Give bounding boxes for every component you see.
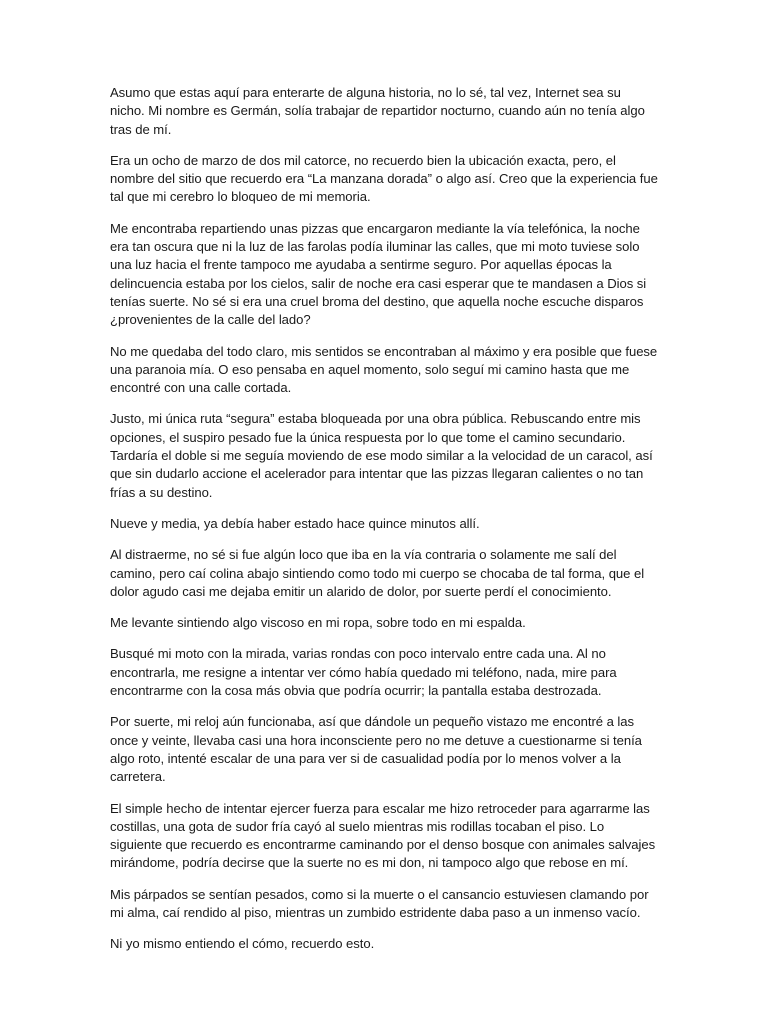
paragraph: Ni yo mismo entiendo el cómo, recuerdo esto. (110, 936, 375, 952)
paragraph: Asumo que estas aquí para enterarte de alguna historia, no lo sé, tal vez, Internet sea su nicho. Mi nombre es Germán, solía trabajar de repartidor nocturno, cuando aún no tenía algo tras de mí. (110, 85, 645, 137)
paragraph: Busqué mi moto con la mirada, varias rondas con poco intervalo entre cada una. Al no encontrarla, me resigne a intentar ver cómo había quedado mi teléfono, nada, mire para encontrarme con la cosa más obvia que podría ocurrir; la pantalla estaba destrozada. (110, 646, 617, 699)
paragraph: El simple hecho de intentar ejercer fuerza para escalar me hizo retroceder para agarrarme las costillas, una gota de sudor fría cayó al suelo mientras mis rodillas tocaban el piso. Lo siguiente que recuerdo es encontrarme caminando por el denso bosque con animales salvajes mirándome, podría decirse que la suerte no es mi don, ni tampoco algo que rebose en mí. (110, 800, 656, 871)
paragraph: Me encontraba repartiendo unas pizzas que encargaron mediante la vía telefónica, la noche era tan oscura que ni la luz de las farolas podía iluminar las calles, que mi moto tuviese solo una luz hacia el frente tampoco me ayudaba a sentirme seguro. Por aquellas épocas la delincuencia estaba por los cielos, salir de noche era casi esperar que te mandasen a Dios si tenías suerte. No sé si era una cruel broma del destino, que aquella noche escuche disparos ¿provenientes de la calle del lado? (110, 220, 647, 328)
paragraph: Nueve y media, ya debía haber estado hace quince minutos allí. (110, 515, 480, 531)
paragraph: Mis párpados se sentían pesados, como si la muerte o el cansancio estuviesen clamando por mi alma, caí rendido al piso, mientras un zumbido estridente daba paso a un inmenso vacío. (110, 886, 649, 920)
paragraph: Justo, mi única ruta “segura” estaba bloqueada por una obra pública. Rebuscando entre mis opciones, el suspiro pesado fue la única respuesta por lo que tome el camino secundario. Tardaría el doble si me seguía moviendo de ese modo similar a la velocidad de un caracol, así que sin dudarlo accione el acelerador para intentar que las pizzas llegaran calientes o no tan frías a su destino. (110, 411, 653, 500)
paragraph: Era un ocho de marzo de dos mil catorce, no recuerdo bien la ubicación exacta, pero, el nombre del sitio que recuerdo era “La manzana dorada” o algo así. Creo que la experiencia fue tal que mi cerebro lo bloqueo de mi memoria. (110, 152, 658, 205)
paragraph: Por suerte, mi reloj aún funcionaba, así que dándole un pequeño vistazo me encontré a las once y veinte, llevaba casi una hora inconsciente pero no me detuve a cuestionarme si tenía algo roto, intenté escalar de una para ver si de casualidad podía por lo menos volver a la carretera. (110, 714, 642, 785)
paragraph: Al distraerme, no sé si fue algún loco que iba en la vía contraria o solamente me salí del camino, pero caí colina abajo sintiendo como todo mi cuerpo se chocaba de tal forma, que el dolor agudo casi me dejaba emitir un alarido de dolor, por suerte perdí el conocimiento. (110, 547, 645, 599)
paragraph: No me quedaba del todo claro, mis sentidos se encontraban al máximo y era posible que fuese una paranoia mía. O eso pensaba en aquel momento, solo seguí mi camino hasta que me encontré con una calle cortada. (110, 343, 658, 396)
document-body (110, 84, 658, 967)
paragraph: Me levante sintiendo algo viscoso en mi ropa, sobre todo en mi espalda. (110, 615, 526, 631)
